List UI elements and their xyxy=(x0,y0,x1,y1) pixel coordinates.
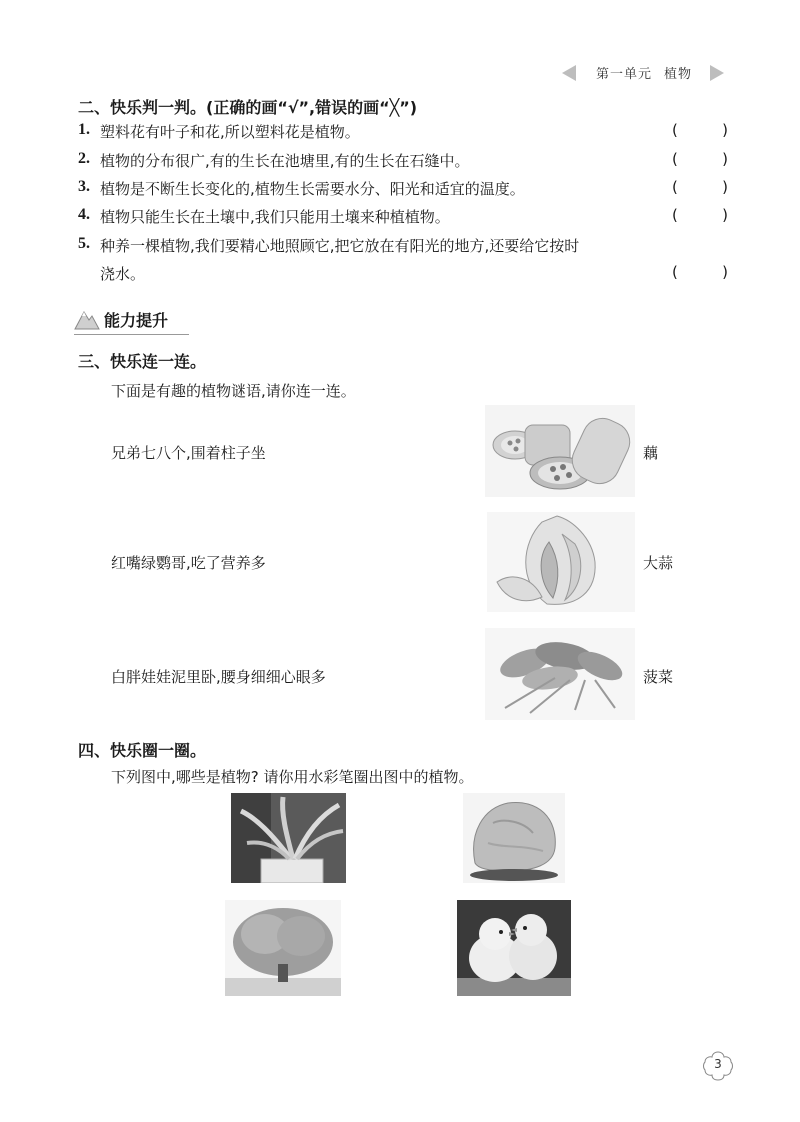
page-header xyxy=(562,60,732,86)
question-text: 植物只能生长在土壤中,我们只能用土壤来种植植物。 xyxy=(100,208,450,226)
answer-1[interactable]: 藕 xyxy=(643,444,659,462)
page-number-badge xyxy=(700,1048,736,1084)
question-text: 植物是不断生长变化的,植物生长需要水分、阳光和适宜的温度。 xyxy=(100,180,525,198)
section-4-title: 四、快乐圈一圈。 xyxy=(78,741,207,760)
judge-question-2 xyxy=(78,150,728,176)
section-3-intro: 下面是有趣的植物谜语,请你连一连。 xyxy=(111,382,356,400)
question-number: 3. xyxy=(78,178,90,195)
question-number: 2. xyxy=(78,150,90,167)
header-topic: 植物 xyxy=(664,67,693,82)
judge-question-1 xyxy=(78,121,728,147)
rock-image[interactable] xyxy=(463,793,565,883)
paren-close: ) xyxy=(722,150,728,168)
question-number: 5. xyxy=(78,235,90,252)
ability-banner xyxy=(74,304,734,334)
question-text: 种养一棵植物,我们要精心地照顾它,把它放在有阳光的地方,还要给它按时 xyxy=(100,237,580,255)
header-unit: 第一单元 xyxy=(596,67,653,82)
mountain-icon xyxy=(74,306,100,330)
judge-question-4 xyxy=(78,206,728,232)
paren-close: ) xyxy=(722,121,728,139)
header-right-triangle-icon xyxy=(710,65,724,81)
ability-label: 能力提升 xyxy=(104,311,169,330)
spinach-image[interactable] xyxy=(485,628,635,720)
paren-open: ( xyxy=(672,121,678,139)
question-number: 4. xyxy=(78,206,90,223)
question-number: 1. xyxy=(78,121,90,138)
paren-close: ) xyxy=(722,206,728,224)
paren-open: ( xyxy=(672,178,678,196)
paren-close: ) xyxy=(722,263,728,281)
paren-open: ( xyxy=(672,206,678,224)
header-left-triangle-icon xyxy=(562,65,576,81)
section-2-title: 二、快乐判一判。(正确的画“√”,错误的画“╳”) xyxy=(78,98,418,117)
section-3-title: 三、快乐连一连。 xyxy=(78,352,207,371)
answer-2[interactable]: 大蒜 xyxy=(643,554,674,572)
chicks-image[interactable] xyxy=(457,900,571,996)
answer-3[interactable]: 菠菜 xyxy=(643,668,674,686)
lotus-root-image[interactable] xyxy=(485,405,635,497)
paren-close: ) xyxy=(722,178,728,196)
question-text-continuation: 浇水。 xyxy=(100,265,146,283)
question-text: 植物的分布很广,有的生长在池塘里,有的生长在石缝中。 xyxy=(100,152,470,170)
judge-question-5 xyxy=(78,235,728,261)
header-text xyxy=(596,63,692,82)
page-number: 3 xyxy=(714,1057,722,1071)
paren-open: ( xyxy=(672,263,678,281)
riddle-1[interactable]: 兄弟七八个,围着柱子坐 xyxy=(111,444,266,462)
judge-question-3 xyxy=(78,178,728,204)
ability-underline xyxy=(74,334,189,335)
tree-image[interactable] xyxy=(225,900,341,996)
riddle-2[interactable]: 红嘴绿鹦哥,吃了营养多 xyxy=(111,554,266,572)
paren-open: ( xyxy=(672,150,678,168)
section-4-intro: 下列图中,哪些是植物? 请你用水彩笔圈出图中的植物。 xyxy=(111,768,474,786)
question-text: 塑料花有叶子和花,所以塑料花是植物。 xyxy=(100,123,360,141)
riddle-3[interactable]: 白胖娃娃泥里卧,腰身细细心眼多 xyxy=(111,668,326,686)
judge-question-5-continuation xyxy=(78,263,728,289)
garlic-image[interactable] xyxy=(487,512,635,612)
potted-plant-image[interactable] xyxy=(231,793,346,883)
